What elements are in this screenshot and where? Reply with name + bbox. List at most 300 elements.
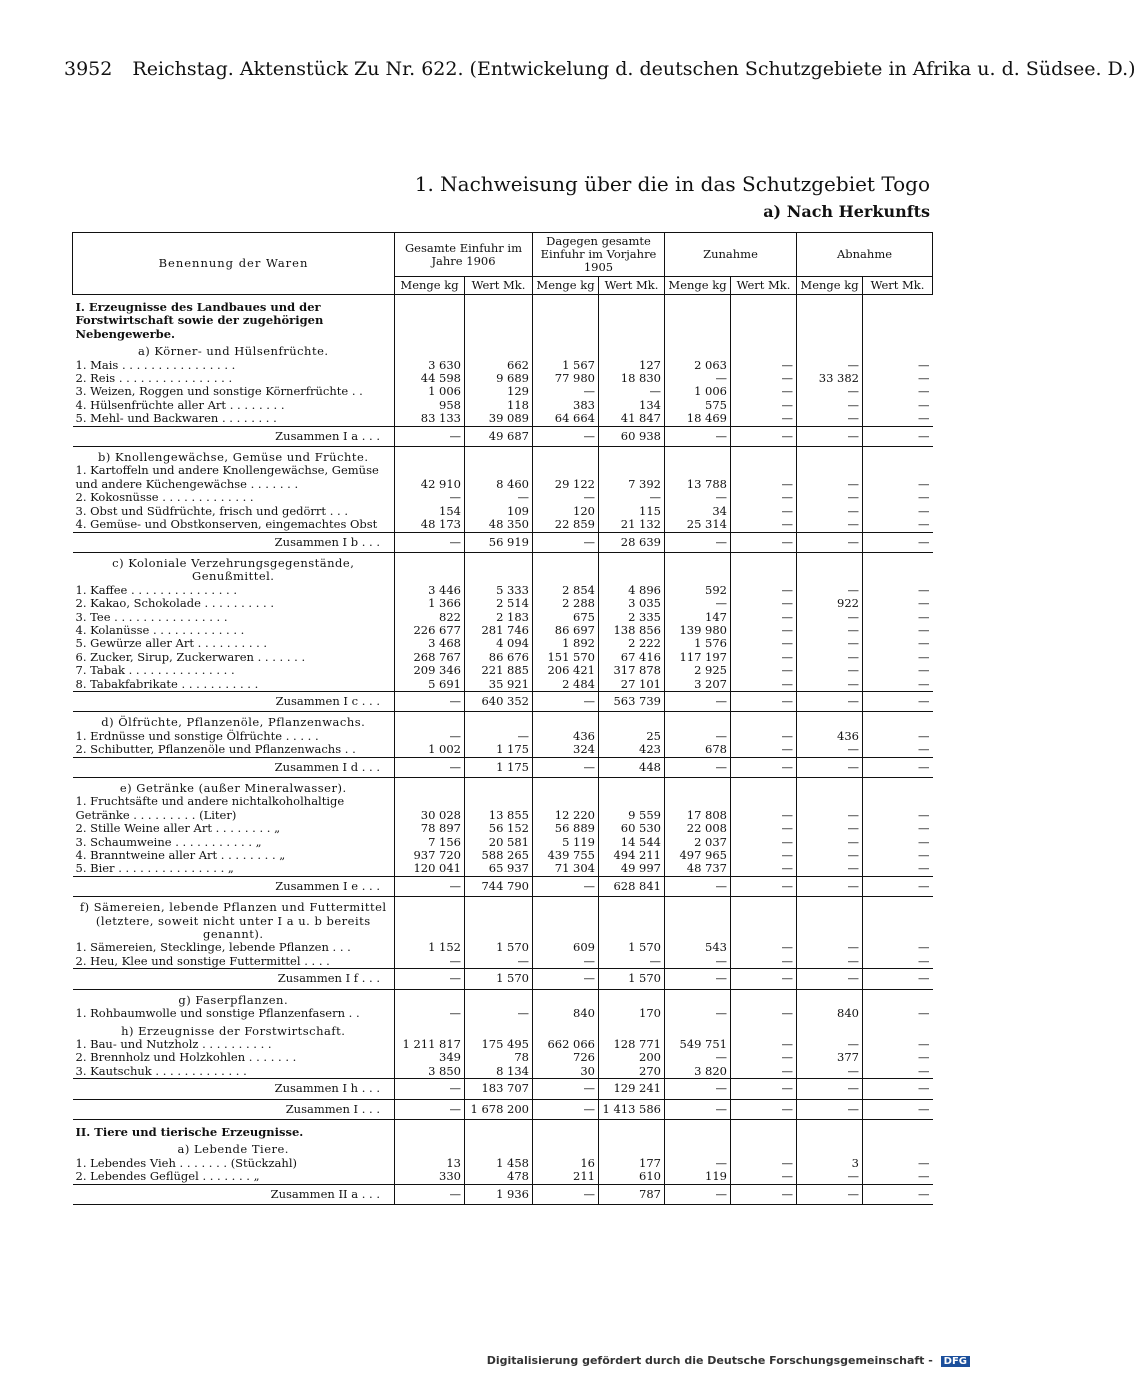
document-subtitle: a) Nach Herkunfts bbox=[763, 202, 930, 221]
table-row bbox=[73, 1157, 933, 1170]
table-row bbox=[73, 678, 933, 692]
empty-cell bbox=[731, 778, 797, 796]
value-cell: 281 746 bbox=[465, 624, 533, 637]
value-cell: — bbox=[863, 1065, 933, 1079]
empty-cell bbox=[465, 295, 533, 342]
value-cell: — bbox=[731, 757, 797, 777]
value-cell: 1 211 817 bbox=[395, 1038, 465, 1051]
col-header-abnahme: Abnahme bbox=[797, 233, 933, 277]
empty-cell bbox=[731, 552, 797, 583]
value-cell: — bbox=[665, 597, 731, 610]
value-cell: — bbox=[863, 426, 933, 446]
value-cell: — bbox=[533, 426, 599, 446]
value-cell: — bbox=[797, 743, 863, 757]
value-cell: 317 878 bbox=[599, 664, 665, 677]
value-cell: 822 bbox=[395, 611, 465, 624]
value-cell: 35 921 bbox=[465, 678, 533, 692]
row-label: 1. Lebendes Vieh . . . . . . . (Stückzahl) bbox=[75, 1155, 297, 1170]
table-row bbox=[73, 1021, 933, 1038]
value-cell: — bbox=[731, 795, 797, 822]
value-cell: 30 bbox=[533, 1065, 599, 1079]
value-cell: — bbox=[533, 491, 599, 504]
value-cell: — bbox=[863, 664, 933, 677]
value-cell: — bbox=[797, 849, 863, 862]
value-cell: 67 416 bbox=[599, 651, 665, 664]
value-cell: — bbox=[797, 624, 863, 637]
value-cell: 183 707 bbox=[465, 1079, 533, 1099]
empty-cell bbox=[533, 1021, 599, 1038]
value-cell: 3 035 bbox=[599, 597, 665, 610]
value-cell: — bbox=[731, 491, 797, 504]
value-cell: — bbox=[465, 955, 533, 969]
value-cell: 2 183 bbox=[465, 611, 533, 624]
value-cell: 86 697 bbox=[533, 624, 599, 637]
value-cell: — bbox=[533, 1184, 599, 1204]
value-cell: — bbox=[863, 862, 933, 876]
table-row bbox=[73, 1119, 933, 1139]
value-cell: 18 469 bbox=[665, 412, 731, 426]
table-row bbox=[73, 399, 933, 412]
row-label: 1. Fruchtsäfte und andere nichtalkoholhaltige Getränke . . . . . . . . . (Liter) bbox=[75, 794, 345, 822]
table-row bbox=[73, 1184, 933, 1204]
value-cell: 170 bbox=[599, 1007, 665, 1020]
empty-cell bbox=[665, 712, 731, 730]
table-row bbox=[73, 862, 933, 876]
table-row bbox=[73, 412, 933, 426]
table-row bbox=[73, 822, 933, 835]
value-cell: 549 751 bbox=[665, 1038, 731, 1051]
empty-cell bbox=[395, 341, 465, 358]
value-cell: 154 bbox=[395, 505, 465, 518]
value-cell: — bbox=[863, 532, 933, 552]
value-cell: 7 156 bbox=[395, 836, 465, 849]
table-row bbox=[73, 1079, 933, 1099]
empty-cell bbox=[731, 341, 797, 358]
value-cell: — bbox=[395, 691, 465, 711]
empty-cell bbox=[533, 778, 599, 796]
value-cell: — bbox=[395, 1184, 465, 1204]
value-cell: — bbox=[533, 757, 599, 777]
value-cell: 60 938 bbox=[599, 426, 665, 446]
col-header-1906: Gesamte Einfuhr im Jahre 1906 bbox=[395, 233, 533, 277]
col-header-menge: Menge kg bbox=[533, 277, 599, 295]
value-cell: 2 335 bbox=[599, 611, 665, 624]
value-cell: 25 314 bbox=[665, 518, 731, 532]
value-cell: 78 897 bbox=[395, 822, 465, 835]
value-cell: 787 bbox=[599, 1184, 665, 1204]
table-row bbox=[73, 795, 933, 822]
value-cell: — bbox=[465, 1007, 533, 1020]
value-cell: 1 570 bbox=[599, 969, 665, 989]
value-cell: 840 bbox=[533, 1007, 599, 1020]
value-cell: 563 739 bbox=[599, 691, 665, 711]
empty-cell bbox=[395, 778, 465, 796]
value-cell: — bbox=[863, 876, 933, 896]
value-cell: 42 910 bbox=[395, 464, 465, 491]
value-cell: 9 689 bbox=[465, 372, 533, 385]
row-label: 3. Kautschuk . . . . . . . . . . . . . bbox=[75, 1063, 247, 1078]
value-cell: 2 484 bbox=[533, 678, 599, 692]
table-row bbox=[73, 897, 933, 942]
row-label: e) Getränke (außer Mineralwasser). bbox=[119, 781, 347, 795]
footer bbox=[487, 1354, 970, 1367]
value-cell: — bbox=[395, 532, 465, 552]
row-label: g) Faserpflanzen. bbox=[178, 992, 289, 1007]
value-cell: 609 bbox=[533, 941, 599, 954]
value-cell: — bbox=[797, 941, 863, 954]
value-cell: 270 bbox=[599, 1065, 665, 1079]
value-cell: — bbox=[731, 637, 797, 650]
value-cell: — bbox=[395, 1079, 465, 1099]
value-cell: — bbox=[863, 491, 933, 504]
value-cell: 640 352 bbox=[465, 691, 533, 711]
row-label: 2. Stille Weine aller Art . . . . . . . . „ bbox=[75, 821, 281, 836]
row-label: 7. Tabak . . . . . . . . . . . . . . . bbox=[75, 663, 235, 678]
value-cell: — bbox=[731, 941, 797, 954]
value-cell: 115 bbox=[599, 505, 665, 518]
value-cell: — bbox=[599, 385, 665, 398]
empty-cell bbox=[665, 778, 731, 796]
row-label: 1. Rohbaumwolle und sonstige Pflanzenfasern . . bbox=[75, 1006, 360, 1021]
table-row bbox=[73, 385, 933, 398]
value-cell: 25 bbox=[599, 730, 665, 743]
value-cell: — bbox=[731, 691, 797, 711]
value-cell: — bbox=[395, 757, 465, 777]
table-row bbox=[73, 664, 933, 677]
empty-cell bbox=[599, 341, 665, 358]
value-cell: 958 bbox=[395, 399, 465, 412]
table-row bbox=[73, 876, 933, 896]
value-cell: 41 847 bbox=[599, 412, 665, 426]
value-cell: — bbox=[797, 836, 863, 849]
table-row bbox=[73, 295, 933, 342]
table-row bbox=[73, 1065, 933, 1079]
value-cell: 147 bbox=[665, 611, 731, 624]
value-cell: 1 175 bbox=[465, 757, 533, 777]
value-cell: — bbox=[731, 651, 797, 664]
row-label: Zusammen I d . . . bbox=[73, 757, 395, 777]
row-label: 2. Brennholz und Holzkohlen . . . . . . . bbox=[75, 1050, 297, 1065]
footer-text: Digitalisierung gefördert durch die Deutsche Forschungsgemeinschaft - bbox=[486, 1354, 933, 1367]
value-cell: 1 175 bbox=[465, 743, 533, 757]
value-cell: — bbox=[797, 1038, 863, 1051]
empty-cell bbox=[665, 341, 731, 358]
value-cell: 44 598 bbox=[395, 372, 465, 385]
empty-cell bbox=[465, 1021, 533, 1038]
empty-cell bbox=[465, 778, 533, 796]
empty-cell bbox=[665, 447, 731, 465]
header-text: Reichstag. Aktenstück Zu Nr. 622. (Entwickelung d. deutschen Schutzgebiete in Afrika u. d. Südsee. D.) bbox=[132, 58, 1136, 80]
empty-cell bbox=[465, 341, 533, 358]
empty-cell bbox=[863, 295, 933, 342]
value-cell: — bbox=[797, 412, 863, 426]
row-label: Zusammen I . . . bbox=[73, 1099, 395, 1119]
table-row bbox=[73, 447, 933, 465]
value-cell: 77 980 bbox=[533, 372, 599, 385]
value-cell: — bbox=[465, 491, 533, 504]
empty-cell bbox=[797, 778, 863, 796]
empty-cell bbox=[731, 1119, 797, 1139]
empty-cell bbox=[797, 712, 863, 730]
value-cell: 120 bbox=[533, 505, 599, 518]
table-row bbox=[73, 1007, 933, 1020]
value-cell: 1 413 586 bbox=[599, 1099, 665, 1119]
empty-cell bbox=[797, 447, 863, 465]
value-cell: 9 559 bbox=[599, 795, 665, 822]
value-cell: 49 687 bbox=[465, 426, 533, 446]
value-cell: 22 859 bbox=[533, 518, 599, 532]
value-cell: — bbox=[665, 730, 731, 743]
value-cell: — bbox=[465, 730, 533, 743]
empty-cell bbox=[533, 341, 599, 358]
value-cell: 3 850 bbox=[395, 1065, 465, 1079]
value-cell: — bbox=[731, 597, 797, 610]
row-label: c) Koloniale Verzehrungsgegenstände, Genußmittel. bbox=[112, 555, 355, 584]
value-cell: — bbox=[665, 1051, 731, 1064]
table-row bbox=[73, 532, 933, 552]
table-row bbox=[73, 730, 933, 743]
value-cell: — bbox=[665, 491, 731, 504]
value-cell: — bbox=[731, 372, 797, 385]
empty-cell bbox=[465, 552, 533, 583]
value-cell: 1 006 bbox=[395, 385, 465, 398]
value-cell: — bbox=[863, 597, 933, 610]
value-cell: — bbox=[863, 611, 933, 624]
value-cell: 324 bbox=[533, 743, 599, 757]
value-cell: — bbox=[797, 1079, 863, 1099]
empty-cell bbox=[797, 295, 863, 342]
value-cell: 8 460 bbox=[465, 464, 533, 491]
empty-cell bbox=[533, 295, 599, 342]
value-cell: — bbox=[797, 505, 863, 518]
empty-cell bbox=[665, 897, 731, 942]
value-cell: — bbox=[665, 532, 731, 552]
value-cell: — bbox=[731, 678, 797, 692]
empty-cell bbox=[863, 989, 933, 1007]
value-cell: — bbox=[863, 822, 933, 835]
row-label: Zusammen I a . . . bbox=[73, 426, 395, 446]
value-cell: 64 664 bbox=[533, 412, 599, 426]
value-cell: 1 002 bbox=[395, 743, 465, 757]
value-cell: — bbox=[731, 743, 797, 757]
empty-cell bbox=[731, 1139, 797, 1156]
value-cell: 211 bbox=[533, 1170, 599, 1184]
value-cell: — bbox=[797, 637, 863, 650]
row-label: 2. Kokosnüsse . . . . . . . . . . . . . bbox=[75, 490, 254, 505]
empty-cell bbox=[731, 1021, 797, 1038]
value-cell: — bbox=[863, 730, 933, 743]
value-cell: — bbox=[863, 1079, 933, 1099]
value-cell: 18 830 bbox=[599, 372, 665, 385]
value-cell: — bbox=[863, 1157, 933, 1170]
value-cell: — bbox=[863, 1099, 933, 1119]
table-row bbox=[73, 341, 933, 358]
col-header-zunahme: Zunahme bbox=[665, 233, 797, 277]
value-cell: — bbox=[731, 464, 797, 491]
empty-cell bbox=[465, 1139, 533, 1156]
table-row bbox=[73, 1099, 933, 1119]
value-cell: — bbox=[731, 399, 797, 412]
value-cell: 1 458 bbox=[465, 1157, 533, 1170]
value-cell: 4 094 bbox=[465, 637, 533, 650]
empty-cell bbox=[797, 897, 863, 942]
value-cell: — bbox=[731, 969, 797, 989]
value-cell: — bbox=[797, 795, 863, 822]
value-cell: — bbox=[863, 385, 933, 398]
value-cell: — bbox=[797, 1065, 863, 1079]
value-cell: 206 421 bbox=[533, 664, 599, 677]
value-cell: — bbox=[863, 1038, 933, 1051]
value-cell: — bbox=[731, 624, 797, 637]
table-row bbox=[73, 1051, 933, 1064]
row-label: 1. Kartoffeln und andere Knollengewächse, Gemüse und andere Küchengewächse . . . . . . . bbox=[75, 463, 379, 491]
row-label: 2. Kakao, Schokolade . . . . . . . . . . bbox=[75, 596, 274, 611]
value-cell: — bbox=[797, 1170, 863, 1184]
empty-cell bbox=[465, 712, 533, 730]
value-cell: 592 bbox=[665, 584, 731, 597]
row-label: 4. Branntweine aller Art . . . . . . . . „ bbox=[75, 848, 286, 863]
value-cell: 71 304 bbox=[533, 862, 599, 876]
value-cell: — bbox=[863, 795, 933, 822]
row-label: 2. Schibutter, Pflanzenöle und Pflanzenwachs . . bbox=[75, 742, 356, 757]
empty-cell bbox=[395, 989, 465, 1007]
value-cell: — bbox=[665, 876, 731, 896]
empty-cell bbox=[533, 1139, 599, 1156]
value-cell: — bbox=[797, 584, 863, 597]
value-cell: — bbox=[395, 969, 465, 989]
empty-cell bbox=[533, 447, 599, 465]
empty-cell bbox=[863, 778, 933, 796]
value-cell: 48 737 bbox=[665, 862, 731, 876]
empty-cell bbox=[665, 295, 731, 342]
value-cell: 109 bbox=[465, 505, 533, 518]
value-cell: — bbox=[731, 1065, 797, 1079]
table-row bbox=[73, 836, 933, 849]
table-row bbox=[73, 552, 933, 583]
value-cell: 662 bbox=[465, 359, 533, 372]
value-cell: — bbox=[533, 969, 599, 989]
value-cell: 383 bbox=[533, 399, 599, 412]
value-cell: 610 bbox=[599, 1170, 665, 1184]
value-cell: — bbox=[797, 969, 863, 989]
value-cell: — bbox=[731, 955, 797, 969]
value-cell: — bbox=[797, 876, 863, 896]
col-header-menge: Menge kg bbox=[665, 277, 731, 295]
value-cell: — bbox=[533, 1079, 599, 1099]
value-cell: 922 bbox=[797, 597, 863, 610]
empty-cell bbox=[533, 1119, 599, 1139]
value-cell: — bbox=[731, 822, 797, 835]
value-cell: — bbox=[863, 969, 933, 989]
value-cell: 17 808 bbox=[665, 795, 731, 822]
value-cell: — bbox=[863, 412, 933, 426]
empty-cell bbox=[395, 295, 465, 342]
row-label: Zusammen II a . . . bbox=[73, 1184, 395, 1204]
table-row bbox=[73, 849, 933, 862]
table-row bbox=[73, 941, 933, 954]
value-cell: — bbox=[797, 359, 863, 372]
value-cell: 7 392 bbox=[599, 464, 665, 491]
value-cell: — bbox=[731, 1184, 797, 1204]
value-cell: — bbox=[731, 505, 797, 518]
table-row bbox=[73, 778, 933, 796]
value-cell: — bbox=[533, 691, 599, 711]
value-cell: — bbox=[665, 372, 731, 385]
value-cell: — bbox=[863, 691, 933, 711]
value-cell: 56 152 bbox=[465, 822, 533, 835]
value-cell: 2 925 bbox=[665, 664, 731, 677]
value-cell: 937 720 bbox=[395, 849, 465, 862]
value-cell: — bbox=[863, 1007, 933, 1020]
value-cell: — bbox=[731, 385, 797, 398]
value-cell: 129 241 bbox=[599, 1079, 665, 1099]
value-cell: — bbox=[395, 426, 465, 446]
value-cell: — bbox=[665, 1157, 731, 1170]
value-cell: 13 bbox=[395, 1157, 465, 1170]
col-header-menge: Menge kg bbox=[395, 277, 465, 295]
value-cell: — bbox=[731, 1038, 797, 1051]
value-cell: 1 567 bbox=[533, 359, 599, 372]
value-cell: — bbox=[731, 426, 797, 446]
value-cell: 3 207 bbox=[665, 678, 731, 692]
table-row bbox=[73, 359, 933, 372]
empty-cell bbox=[863, 1021, 933, 1038]
value-cell: 29 122 bbox=[533, 464, 599, 491]
value-cell: 330 bbox=[395, 1170, 465, 1184]
value-cell: 268 767 bbox=[395, 651, 465, 664]
value-cell: — bbox=[731, 836, 797, 849]
value-cell: 436 bbox=[797, 730, 863, 743]
value-cell: 1 006 bbox=[665, 385, 731, 398]
value-cell: 678 bbox=[665, 743, 731, 757]
col-header-1905: Dagegen gesamte Einfuhr im Vorjahre 1905 bbox=[533, 233, 665, 277]
value-cell: 2 854 bbox=[533, 584, 599, 597]
value-cell: — bbox=[665, 1079, 731, 1099]
value-cell: — bbox=[395, 730, 465, 743]
empty-cell bbox=[599, 778, 665, 796]
value-cell: — bbox=[797, 532, 863, 552]
value-cell: 200 bbox=[599, 1051, 665, 1064]
row-label: 5. Mehl- und Backwaren . . . . . . . . bbox=[75, 411, 277, 426]
empty-cell bbox=[863, 712, 933, 730]
empty-cell bbox=[797, 1119, 863, 1139]
empty-cell bbox=[533, 897, 599, 942]
table-row bbox=[73, 505, 933, 518]
value-cell: — bbox=[797, 399, 863, 412]
value-cell: — bbox=[863, 757, 933, 777]
value-cell: 423 bbox=[599, 743, 665, 757]
empty-cell bbox=[395, 552, 465, 583]
value-cell: 744 790 bbox=[465, 876, 533, 896]
value-cell: 226 677 bbox=[395, 624, 465, 637]
row-label: Zusammen I h . . . bbox=[73, 1079, 395, 1099]
value-cell: — bbox=[731, 412, 797, 426]
value-cell: — bbox=[863, 637, 933, 650]
value-cell: — bbox=[395, 1099, 465, 1119]
value-cell: 39 089 bbox=[465, 412, 533, 426]
row-label: f) Sämereien, lebende Pflanzen und Futtermittel (letztere, soweit nicht unter I a u. b bereits genannt). bbox=[79, 900, 387, 942]
value-cell: 139 980 bbox=[665, 624, 731, 637]
value-cell: — bbox=[797, 464, 863, 491]
table-body bbox=[73, 295, 933, 1205]
value-cell: 3 468 bbox=[395, 637, 465, 650]
value-cell: — bbox=[731, 730, 797, 743]
value-cell: — bbox=[797, 664, 863, 677]
empty-cell bbox=[395, 1021, 465, 1038]
table-row bbox=[73, 1170, 933, 1184]
value-cell: 448 bbox=[599, 757, 665, 777]
value-cell: 1 570 bbox=[465, 969, 533, 989]
